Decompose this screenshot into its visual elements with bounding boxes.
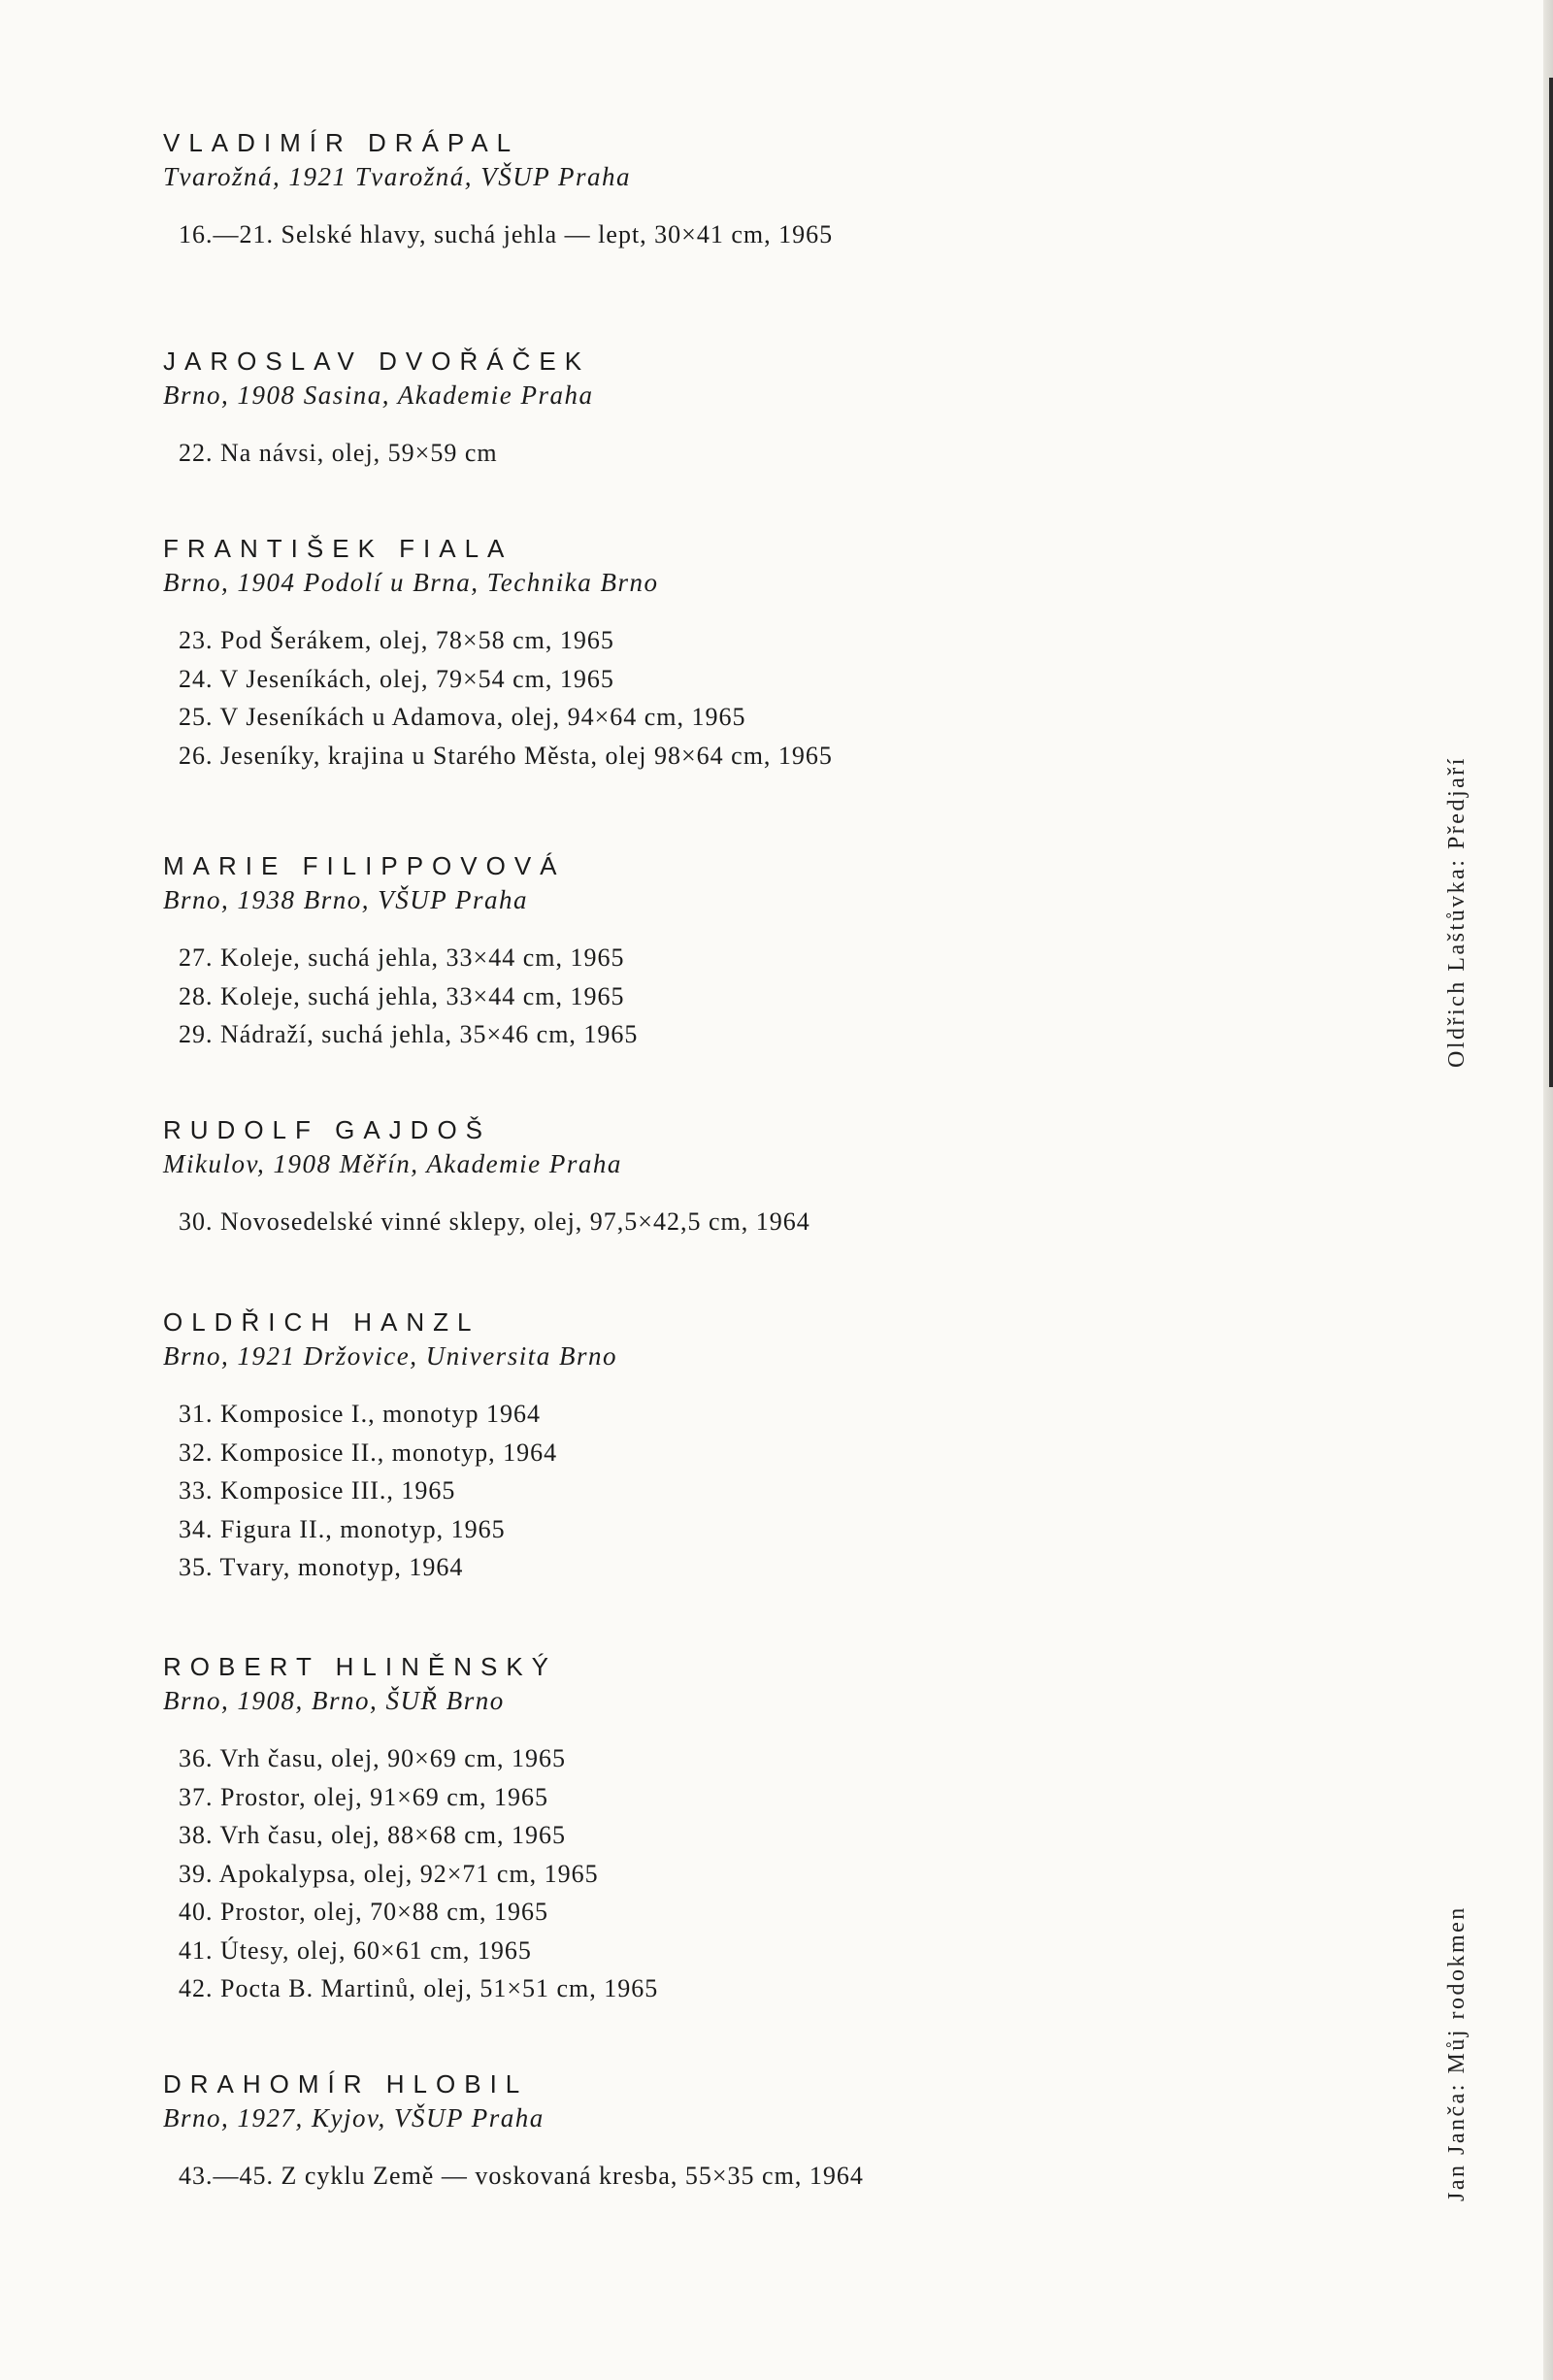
artist-entry	[163, 1650, 658, 2008]
artist-bio: Brno, 1904 Podolí u Brna, Technika Brno	[163, 568, 659, 597]
work-item: 40. Prostor, olej, 70×88 cm, 1965	[179, 1898, 548, 1926]
artist-name: RUDOLF GAJDOŠ	[163, 1115, 492, 1144]
artist-bio: Brno, 1938 Brno, VŠUP Praha	[163, 885, 528, 914]
work-item: 29. Nádraží, suchá jehla, 35×46 cm, 1965	[179, 1020, 639, 1048]
work-item: 16.—21. Selské hlavy, suchá jehla — lept, 30×41 cm, 1965	[179, 220, 834, 248]
artist-name: VLADIMÍR DRÁPAL	[163, 128, 520, 157]
artist-entry	[163, 345, 593, 473]
work-item: 22. Na návsi, olej, 59×59 cm	[179, 439, 498, 467]
work-item: 36. Vrh času, olej, 90×69 cm, 1965	[179, 1744, 567, 1772]
artist-name: JAROSLAV DVOŘÁČEK	[163, 347, 591, 376]
work-item: 41. Útesy, olej, 60×61 cm, 1965	[179, 1935, 532, 1965]
work-item: 23. Pod Šerákem, olej, 78×58 cm, 1965	[179, 626, 614, 654]
work-item: 35. Tvary, monotyp, 1964	[179, 1553, 464, 1581]
artist-entry	[163, 849, 638, 1054]
artist-name: MARIE FILIPPOVOVÁ	[163, 851, 566, 880]
works-list	[163, 434, 593, 473]
work-item: 33. Komposice III., 1965	[179, 1476, 456, 1504]
artist-bio: Mikulov, 1908 Měřín, Akademie Praha	[163, 1149, 622, 1178]
work-item: 32. Komposice II., monotyp, 1964	[179, 1438, 558, 1467]
work-item: 26. Jeseníky, krajina u Starého Města, olej 98×64 cm, 1965	[179, 741, 833, 770]
works-list	[163, 621, 833, 775]
artist-bio: Tvarožná, 1921 Tvarožná, VŠUP Praha	[163, 162, 632, 191]
artist-name: DRAHOMÍR HLOBIL	[163, 2069, 529, 2099]
artist-entry	[163, 532, 833, 775]
works-list	[163, 1203, 810, 1241]
works-list	[163, 1739, 658, 2008]
page-edge-mark	[1549, 78, 1553, 1087]
side-caption-bottom: Jan Janča: Můj rodokmen	[1444, 1905, 1470, 2201]
artist-name: OLDŘICH HANZL	[163, 1307, 480, 1337]
artist-bio: Brno, 1908 Sasina, Akademie Praha	[163, 380, 594, 410]
work-item: 38. Vrh času, olej, 88×68 cm, 1965	[179, 1821, 567, 1849]
artist-entry	[163, 1113, 810, 1241]
artist-entry	[163, 126, 833, 254]
work-item: 25. V Jeseníkách u Adamova, olej, 94×64 cm, 1965	[179, 703, 746, 731]
work-item: 24. V Jeseníkách, olej, 79×54 cm, 1965	[179, 664, 614, 693]
work-item: 27. Koleje, suchá jehla, 33×44 cm, 1965	[179, 943, 625, 972]
works-list	[163, 1395, 617, 1587]
artist-name: ROBERT HLINĚNSKÝ	[163, 1652, 558, 1681]
artist-entry	[163, 2067, 864, 2196]
work-item: 43.—45. Z cyklu Země — voskovaná kresba, 55×35 cm, 1964	[179, 2162, 864, 2190]
side-caption-top: Oldřich Laštůvka: Předjaří	[1444, 756, 1470, 1068]
artist-entry	[163, 1306, 617, 1587]
artist-name: FRANTIŠEK FIALA	[163, 534, 513, 563]
works-list	[163, 939, 638, 1054]
work-item: 37. Prostor, olej, 91×69 cm, 1965	[179, 1782, 548, 1811]
work-item: 42. Pocta B. Martinů, olej, 51×51 cm, 1965	[179, 1974, 659, 2002]
works-list	[163, 215, 833, 254]
works-list	[163, 2157, 864, 2196]
artist-bio: Brno, 1921 Držovice, Universita Brno	[163, 1341, 617, 1371]
work-item: 31. Komposice I., monotyp 1964	[179, 1400, 542, 1428]
work-item: 34. Figura II., monotyp, 1965	[179, 1514, 506, 1543]
work-item: 28. Koleje, suchá jehla, 33×44 cm, 1965	[179, 981, 625, 1010]
artist-bio: Brno, 1908, Brno, ŠUŘ Brno	[163, 1686, 505, 1715]
artist-bio: Brno, 1927, Kyjov, VŠUP Praha	[163, 2103, 545, 2132]
work-item: 30. Novosedelské vinné sklepy, olej, 97,5×42,5 cm, 1964	[179, 1207, 810, 1236]
work-item: 39. Apokalypsa, olej, 92×71 cm, 1965	[179, 1859, 599, 1888]
